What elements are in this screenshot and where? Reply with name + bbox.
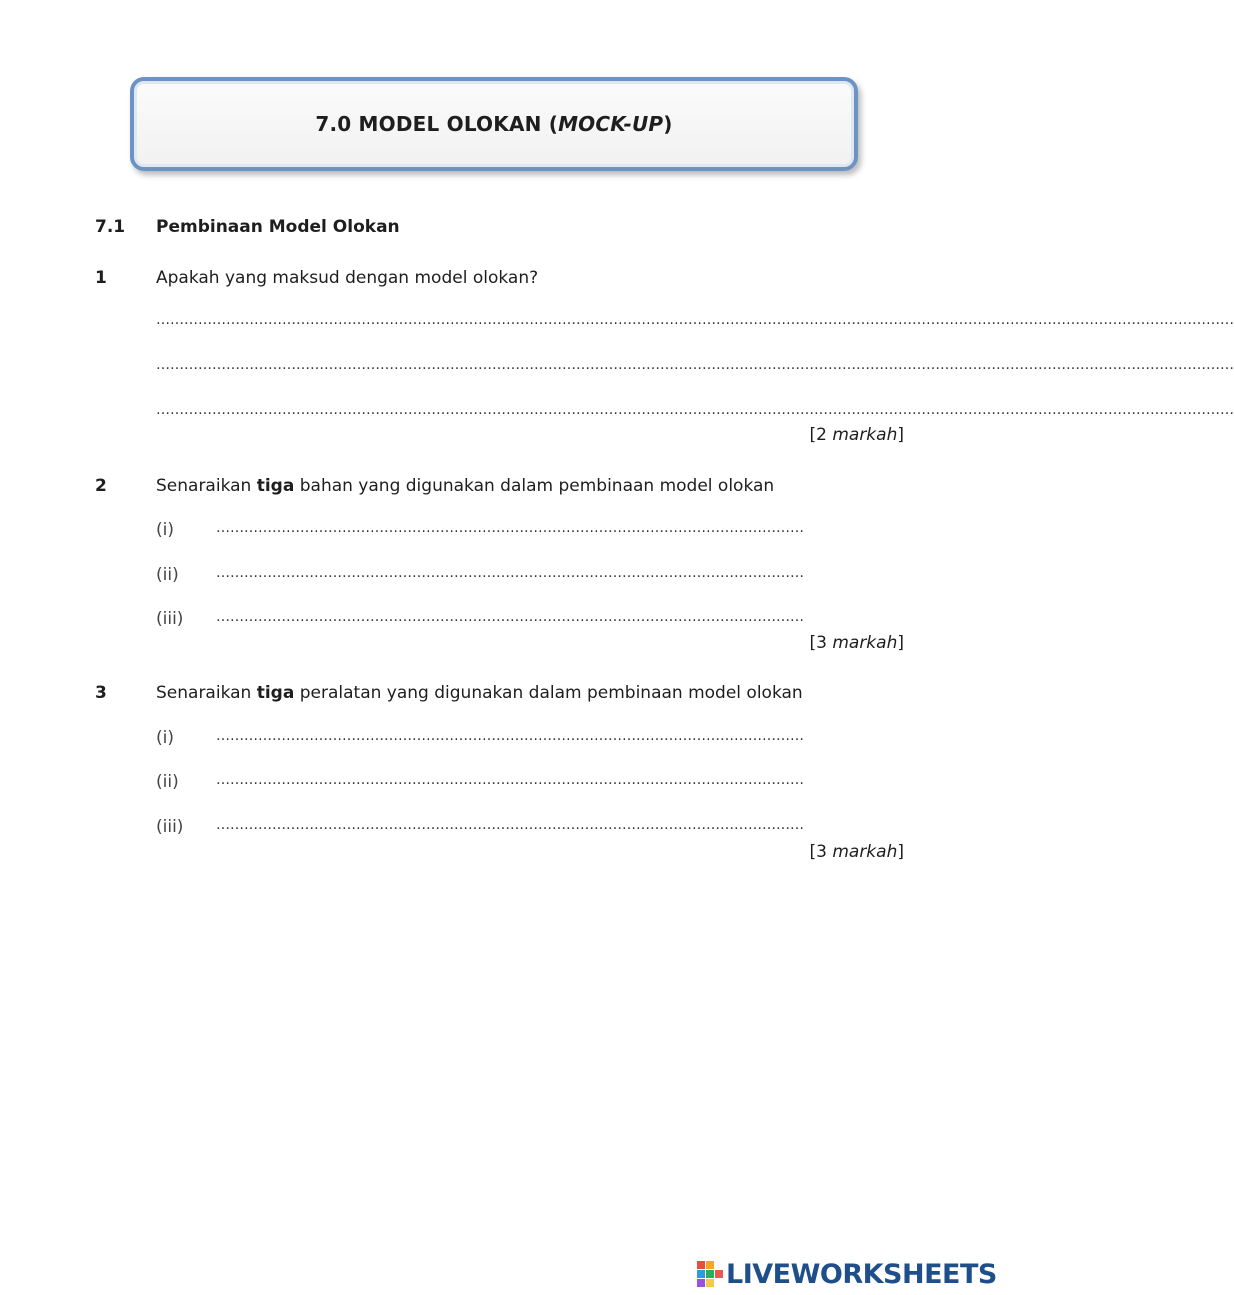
answer-line-1[interactable]: …………………………………………………………………………………………………………………………………………………………………………………………………………… xyxy=(156,312,1234,328)
section-heading: Pembinaan Model Olokan xyxy=(156,217,400,237)
answer-line-3[interactable]: …………………………………………………………………………………………………………………………………………………………………………………………………………… xyxy=(156,402,1234,418)
answer-line-q3-iii[interactable]: ……………………………………………………………………………………………………………… xyxy=(216,817,804,833)
question-3-number: 3 xyxy=(95,683,107,703)
list-marker: (iii) xyxy=(156,817,184,837)
page-title: 7.0 MODEL OLOKAN (MOCK-UP) xyxy=(315,112,673,136)
title-banner xyxy=(130,77,858,171)
question-2-marks: [3 markah] xyxy=(809,633,904,653)
logo-blocks-icon xyxy=(697,1261,723,1288)
question-3-text: Senaraikan tiga peralatan yang digunakan dalam pembinaan model olokan xyxy=(156,683,803,703)
logo-text: LIVEWORKSHEETS xyxy=(726,1258,997,1290)
question-1-marks: [2 markah] xyxy=(809,425,904,445)
question-1-text: Apakah yang maksud dengan model olokan? xyxy=(156,268,539,288)
section-number: 7.1 xyxy=(95,217,126,237)
answer-line-q2-iii[interactable]: ……………………………………………………………………………………………………………… xyxy=(216,609,804,625)
answer-line-q2-i[interactable]: ……………………………………………………………………………………………………………… xyxy=(216,520,804,536)
answer-line-q3-ii[interactable]: ……………………………………………………………………………………………………………… xyxy=(216,772,804,788)
list-marker: (ii) xyxy=(156,565,179,585)
list-marker: (i) xyxy=(156,728,174,748)
answer-line-2[interactable]: …………………………………………………………………………………………………………………………………………………………………………………………………………… xyxy=(156,357,1234,373)
liveworksheets-logo xyxy=(697,1258,997,1290)
question-2-text: Senaraikan tiga bahan yang digunakan dalam pembinaan model olokan xyxy=(156,476,775,496)
answer-line-q3-i[interactable]: ……………………………………………………………………………………………………………… xyxy=(216,728,804,744)
question-3-marks: [3 markah] xyxy=(809,842,904,862)
list-marker: (iii) xyxy=(156,609,184,629)
list-marker: (ii) xyxy=(156,772,179,792)
answer-line-q2-ii[interactable]: ……………………………………………………………………………………………………………… xyxy=(216,565,804,581)
question-2-number: 2 xyxy=(95,476,107,496)
question-1-number: 1 xyxy=(95,268,107,288)
list-marker: (i) xyxy=(156,520,174,540)
